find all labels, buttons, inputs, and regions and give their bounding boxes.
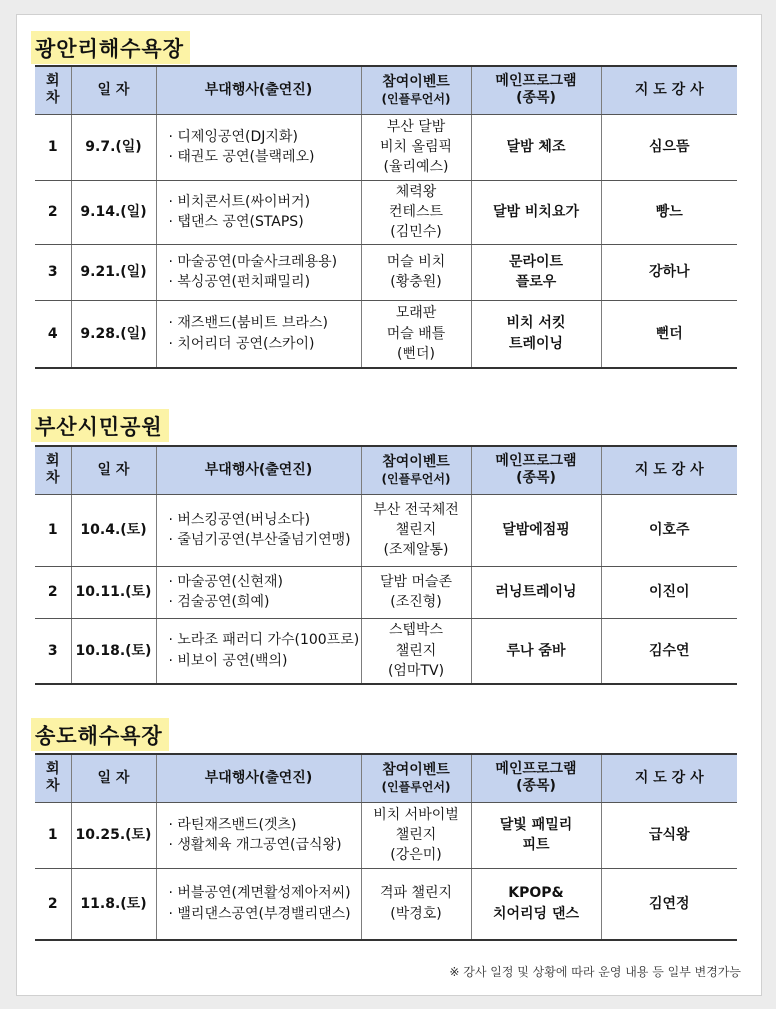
instructor-cell: 뻔더 bbox=[601, 300, 737, 368]
header-participation: 참여이벤트 (인플루언서) bbox=[361, 66, 471, 114]
round-cell: 1 bbox=[35, 494, 71, 566]
side-event-cell bbox=[156, 180, 361, 244]
participation-line: (조진형) bbox=[390, 594, 442, 610]
header-round: 회 차 bbox=[35, 446, 71, 494]
header-side-event: 부대행사(출연진) bbox=[156, 754, 361, 802]
side-event-item: · 생활체육 개그공연(급식왕) bbox=[169, 835, 361, 855]
header-instructor: 지 도 강 사 bbox=[601, 66, 737, 114]
round-cell: 1 bbox=[35, 114, 71, 180]
participation-cell bbox=[361, 180, 471, 244]
date-cell: 11.8.(토) bbox=[71, 868, 156, 940]
participation-line: (조제알통) bbox=[383, 542, 449, 559]
side-event-cell bbox=[156, 566, 361, 618]
header-instructor: 지 도 강 사 bbox=[601, 754, 737, 802]
participation-line: 컨테스트 bbox=[388, 203, 444, 220]
participation-line: 비치 서바이벌 bbox=[373, 806, 459, 823]
side-event-item: · 검술공연(희예) bbox=[169, 592, 361, 612]
side-event-item: · 치어리더 공연(스카이) bbox=[169, 334, 361, 354]
side-event-item: · 마술공연(신현재) bbox=[169, 572, 361, 592]
header-date: 일 자 bbox=[71, 446, 156, 494]
header-side-event: 부대행사(출연진) bbox=[156, 66, 361, 114]
participation-line: (율리예스) bbox=[383, 159, 449, 176]
participation-cell bbox=[361, 566, 471, 618]
side-event-item: · 복싱공연(펀치패밀리) bbox=[169, 272, 361, 292]
main-program-line: 달밤에점핑 bbox=[502, 521, 570, 538]
date-cell: 9.14.(일) bbox=[71, 180, 156, 244]
main-program-cell bbox=[471, 114, 601, 180]
date-cell: 9.21.(일) bbox=[71, 244, 156, 300]
round-cell: 2 bbox=[35, 868, 71, 940]
side-event-item: · 태권도 공연(블랙레오) bbox=[169, 147, 361, 167]
side-event-cell bbox=[156, 802, 361, 868]
participation-line: 모래판 bbox=[395, 305, 437, 322]
main-program-line: KPOP& bbox=[508, 885, 564, 902]
participation-cell bbox=[361, 868, 471, 940]
header-participation: 참여이벤트 (인플루언서) bbox=[361, 446, 471, 494]
participation-line: 체력왕 bbox=[395, 183, 437, 200]
side-event-item: · 밸리댄스공연(부경밸리댄스) bbox=[169, 904, 361, 924]
header-row bbox=[35, 446, 737, 494]
instructor-cell: 강하나 bbox=[601, 244, 737, 300]
main-program-cell bbox=[471, 868, 601, 940]
schedule-table bbox=[35, 753, 737, 941]
participation-cell bbox=[361, 494, 471, 566]
side-event-item: · 재즈밴드(붐비트 브라스) bbox=[169, 313, 361, 333]
main-program-line: 플로우 bbox=[515, 274, 557, 290]
participation-line: 비치 올림픽 bbox=[379, 138, 453, 155]
table-row bbox=[35, 566, 737, 618]
main-program-line: 달빛 패밀리 bbox=[499, 816, 573, 833]
table-row bbox=[35, 244, 737, 300]
side-event-cell bbox=[156, 494, 361, 566]
table-row bbox=[35, 494, 737, 566]
side-event-item: · 탭댄스 공연(STAPS) bbox=[169, 212, 361, 232]
header-main-program: 메인프로그램 (종목) bbox=[471, 66, 601, 114]
table-row bbox=[35, 180, 737, 244]
date-cell: 10.11.(토) bbox=[71, 566, 156, 618]
main-program-line: 루나 줌바 bbox=[506, 642, 566, 659]
table-row bbox=[35, 868, 737, 940]
table-row bbox=[35, 618, 737, 684]
side-event-item: · 디제잉공연(DJ지화) bbox=[169, 127, 361, 147]
round-cell: 4 bbox=[35, 300, 71, 368]
participation-line: (엄마TV) bbox=[387, 662, 445, 679]
header-row bbox=[35, 754, 737, 802]
main-program-cell bbox=[471, 566, 601, 618]
participation-line: 챌린지 bbox=[395, 826, 437, 843]
main-program-cell bbox=[471, 494, 601, 566]
round-cell: 1 bbox=[35, 802, 71, 868]
participation-line: 머슬 배틀 bbox=[386, 325, 446, 342]
participation-line: 달밤 머슬존 bbox=[379, 573, 453, 590]
side-event-item: · 버스킹공연(버닝소다) bbox=[169, 510, 361, 530]
main-program-line: 달밤 체조 bbox=[506, 138, 566, 155]
header-main-program: 메인프로그램 (종목) bbox=[471, 446, 601, 494]
header-side-event: 부대행사(출연진) bbox=[156, 446, 361, 494]
round-cell: 3 bbox=[35, 244, 71, 300]
schedule-table bbox=[35, 445, 737, 685]
side-event-item: · 비보이 공연(백의) bbox=[169, 651, 361, 671]
main-program-cell bbox=[471, 802, 601, 868]
date-cell: 10.25.(토) bbox=[71, 802, 156, 868]
participation-cell bbox=[361, 618, 471, 684]
round-cell: 3 bbox=[35, 618, 71, 684]
instructor-cell: 이호주 bbox=[601, 494, 737, 566]
participation-line: 스텝박스 bbox=[388, 622, 444, 639]
participation-cell bbox=[361, 114, 471, 180]
table-row bbox=[35, 114, 737, 180]
main-program-line: 트레이닝 bbox=[508, 335, 564, 352]
participation-line: (강은미) bbox=[390, 847, 442, 864]
side-event-cell bbox=[156, 868, 361, 940]
header-date: 일 자 bbox=[71, 754, 156, 802]
participation-line: (뻔더) bbox=[397, 345, 435, 362]
participation-line: 챌린지 bbox=[395, 521, 437, 538]
participation-cell bbox=[361, 300, 471, 368]
participation-line: 격파 챌린지 bbox=[379, 885, 453, 902]
side-event-item: · 노라조 패러디 가수(100프로) bbox=[169, 630, 361, 650]
header-round: 회 차 bbox=[35, 754, 71, 802]
footnote: ※ 강사 일정 및 상황에 따라 운영 내용 등 일부 변경가능 bbox=[449, 965, 741, 979]
participation-line: (김민수) bbox=[390, 224, 442, 241]
side-event-cell bbox=[156, 114, 361, 180]
side-event-item: · 라틴재즈밴드(겟츠) bbox=[169, 815, 361, 835]
date-cell: 10.4.(토) bbox=[71, 494, 156, 566]
main-program-cell bbox=[471, 180, 601, 244]
side-event-cell bbox=[156, 618, 361, 684]
section-title: 부산시민공원 bbox=[31, 409, 169, 442]
participation-cell bbox=[361, 802, 471, 868]
header-participation: 참여이벤트 (인플루언서) bbox=[361, 754, 471, 802]
schedule-table bbox=[35, 65, 737, 369]
main-program-line: 피트 bbox=[522, 837, 550, 853]
header-row bbox=[35, 66, 737, 114]
participation-line: 챌린지 bbox=[395, 642, 437, 659]
instructor-cell: 이진이 bbox=[601, 566, 737, 618]
section-title: 광안리해수욕장 bbox=[31, 31, 190, 64]
instructor-cell: 급식왕 bbox=[601, 802, 737, 868]
side-event-item: · 버블공연(계면활성제아저씨) bbox=[169, 883, 361, 903]
instructor-cell: 빵느 bbox=[601, 180, 737, 244]
header-main-program: 메인프로그램 (종목) bbox=[471, 754, 601, 802]
side-event-item: · 마술공연(마술사크레용용) bbox=[169, 252, 361, 272]
main-program-cell bbox=[471, 244, 601, 300]
main-program-line: 러닝트레이닝 bbox=[495, 583, 577, 600]
participation-line: (박경호) bbox=[390, 905, 442, 922]
section-title: 송도해수욕장 bbox=[31, 718, 169, 751]
participation-cell bbox=[361, 244, 471, 300]
schedule-page bbox=[16, 14, 762, 996]
header-instructor: 지 도 강 사 bbox=[601, 446, 737, 494]
date-cell: 9.7.(일) bbox=[71, 114, 156, 180]
side-event-item: · 비치콘서트(싸이버거) bbox=[169, 192, 361, 212]
main-program-line: 달밤 비치요가 bbox=[492, 203, 580, 220]
round-cell: 2 bbox=[35, 180, 71, 244]
round-cell: 2 bbox=[35, 566, 71, 618]
participation-line: 부산 전국체전 bbox=[373, 501, 459, 518]
participation-line: (황충원) bbox=[390, 274, 442, 290]
participation-line: 머슬 비치 bbox=[386, 253, 446, 270]
table-row bbox=[35, 300, 737, 368]
side-event-item: · 줄넘기공연(부산줄넘기연맹) bbox=[169, 530, 361, 550]
header-round: 회 차 bbox=[35, 66, 71, 114]
main-program-line: 비치 서킷 bbox=[506, 315, 566, 332]
date-cell: 9.28.(일) bbox=[71, 300, 156, 368]
participation-line: 부산 달밤 bbox=[386, 118, 446, 135]
main-program-cell bbox=[471, 300, 601, 368]
header-date: 일 자 bbox=[71, 66, 156, 114]
instructor-cell: 김연정 bbox=[601, 868, 737, 940]
main-program-cell bbox=[471, 618, 601, 684]
side-event-cell bbox=[156, 244, 361, 300]
table-row bbox=[35, 802, 737, 868]
main-program-line: 치어리딩 댄스 bbox=[492, 905, 580, 922]
date-cell: 10.18.(토) bbox=[71, 618, 156, 684]
instructor-cell: 심으뜸 bbox=[601, 114, 737, 180]
main-program-line: 문라이트 bbox=[508, 253, 564, 270]
instructor-cell: 김수연 bbox=[601, 618, 737, 684]
side-event-cell bbox=[156, 300, 361, 368]
